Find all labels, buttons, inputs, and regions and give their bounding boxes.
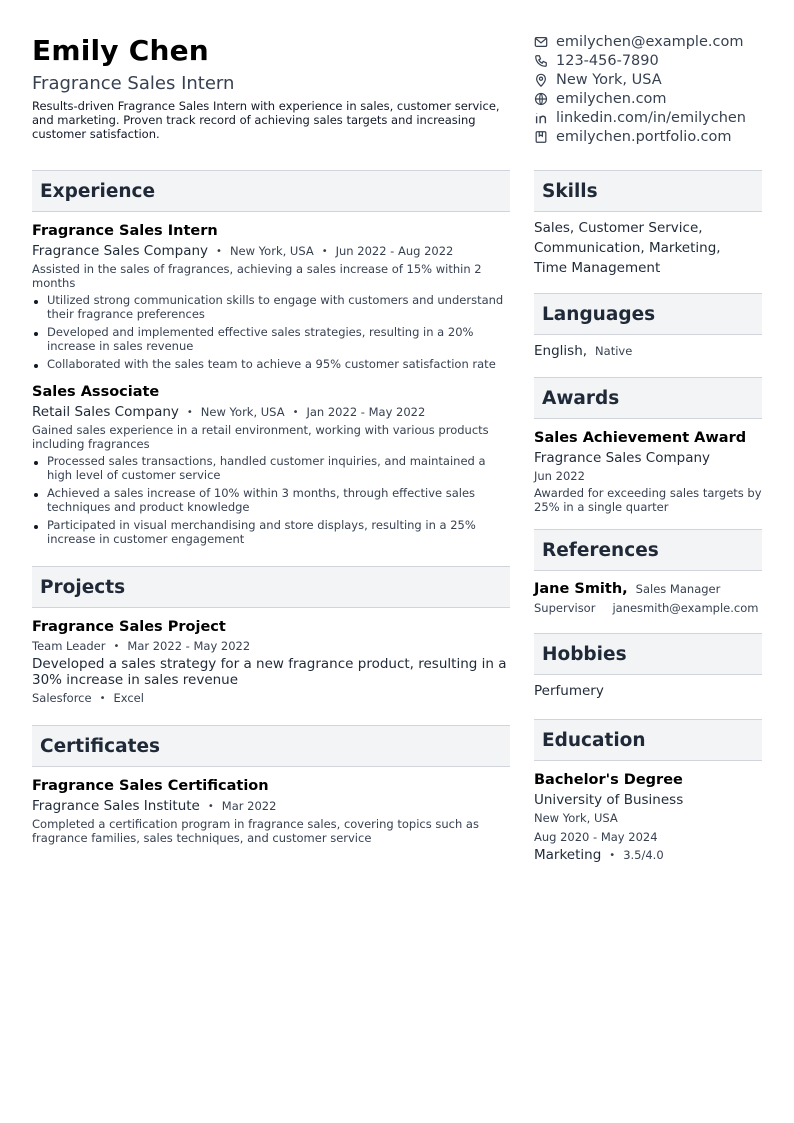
skills-line: Sales, Customer Service, bbox=[534, 220, 703, 236]
job-title: Sales Associate bbox=[32, 384, 160, 400]
separator-dot: • bbox=[186, 406, 193, 418]
phone-icon bbox=[534, 54, 548, 68]
separator-dot: • bbox=[113, 640, 120, 652]
section-title: References bbox=[542, 539, 659, 561]
contact-website-text: emilychen.com bbox=[556, 90, 667, 107]
contact-portfolio-text: emilychen.portfolio.com bbox=[556, 128, 732, 145]
project-title: Fragrance Sales Project bbox=[32, 619, 226, 635]
field-of-study: Marketing bbox=[534, 847, 602, 863]
bullet-item: Utilized strong communication skills to engage with customers and understand their fragrance preferences bbox=[32, 293, 510, 321]
job-bullets bbox=[32, 454, 510, 546]
award-entry bbox=[534, 429, 762, 514]
award-issuer: Fragrance Sales Company bbox=[534, 450, 711, 466]
tool-item: Salesforce bbox=[32, 691, 92, 705]
contact-website[interactable] bbox=[534, 89, 784, 108]
section-title: Languages bbox=[542, 303, 656, 325]
job-location: New York, USA bbox=[200, 405, 285, 419]
award-date: Jun 2022 bbox=[534, 469, 585, 483]
certificate-issuer: Fragrance Sales Institute bbox=[32, 798, 200, 814]
project-meta bbox=[32, 639, 510, 653]
section-languages bbox=[534, 293, 762, 335]
school-location: New York, USA bbox=[534, 811, 618, 825]
mail-icon bbox=[534, 35, 548, 49]
education-dates: Aug 2020 - May 2024 bbox=[534, 830, 658, 844]
contact-email-text: emilychen@example.com bbox=[556, 33, 744, 50]
reference-header bbox=[534, 581, 762, 597]
right-column bbox=[534, 170, 762, 863]
section-title: Certificates bbox=[40, 735, 160, 757]
award-meta bbox=[534, 450, 762, 466]
left-column bbox=[32, 170, 510, 845]
tool-item: Excel bbox=[113, 691, 144, 705]
bullet-item: Developed and implemented effective sales strategies, resulting in a 20% increase in sales revenue bbox=[32, 325, 510, 353]
project-entry bbox=[32, 618, 510, 705]
section-hobbies bbox=[534, 633, 762, 675]
job-meta bbox=[32, 243, 510, 259]
section-skills bbox=[534, 170, 762, 212]
certificate-description: Completed a certification program in fragrance sales, covering topics such as fragrance families, sales techniques, and customer service bbox=[32, 817, 479, 845]
gpa: 3.5/4.0 bbox=[623, 848, 664, 862]
language-item bbox=[534, 343, 762, 359]
contact-linkedin-text: linkedin.com/in/emilychen bbox=[556, 109, 746, 126]
contact-linkedin[interactable] bbox=[534, 108, 784, 127]
company-name: Fragrance Sales Company bbox=[32, 243, 209, 259]
award-description: Awarded for exceeding sales targets by 25% in a single quarter bbox=[534, 486, 762, 514]
certificate-meta bbox=[32, 798, 510, 814]
section-awards bbox=[534, 377, 762, 419]
section-certificates bbox=[32, 725, 510, 767]
job-bullets bbox=[32, 293, 510, 371]
skills-line: Communication, Marketing, bbox=[534, 240, 721, 256]
contact-location-text: New York, USA bbox=[556, 71, 662, 88]
portfolio-icon bbox=[534, 130, 548, 144]
job-dates: Jun 2022 - Aug 2022 bbox=[335, 244, 454, 258]
separator-dot: • bbox=[292, 406, 299, 418]
certificate-entry bbox=[32, 777, 510, 845]
project-role: Team Leader bbox=[32, 639, 106, 653]
school-name: University of Business bbox=[534, 792, 684, 808]
certificate-title: Fragrance Sales Certification bbox=[32, 778, 269, 794]
reference-email[interactable]: janesmith@example.com bbox=[612, 601, 759, 615]
language-level: Native bbox=[595, 344, 633, 358]
job-location: New York, USA bbox=[229, 244, 314, 258]
project-description: Developed a sales strategy for a new fragrance product, resulting in a 30% increase in sales revenue bbox=[32, 656, 507, 688]
skills-line: Time Management bbox=[534, 260, 661, 276]
separator-dot: • bbox=[609, 849, 616, 861]
linkedin-icon bbox=[534, 111, 548, 125]
bullet-item: Participated in visual merchandising and store displays, resulting in a 25% increase in customer engagement bbox=[32, 518, 510, 546]
profile-summary: Results-driven Fragrance Sales Intern with experience in sales, customer service, and marketing. Proven track record of achieving sales targets and increasing customer satisfaction. bbox=[32, 99, 500, 141]
person-name: Emily Chen bbox=[32, 34, 209, 67]
reference-title: Sales Manager bbox=[635, 582, 721, 596]
job-meta bbox=[32, 404, 510, 420]
section-title: Skills bbox=[542, 180, 598, 202]
job-title: Fragrance Sales Intern bbox=[32, 223, 218, 239]
section-title: Awards bbox=[542, 387, 620, 409]
separator-dot: • bbox=[216, 245, 222, 257]
separator-dot: • bbox=[99, 692, 106, 704]
section-title: Hobbies bbox=[542, 643, 627, 665]
education-entry bbox=[534, 771, 762, 863]
project-tools bbox=[32, 691, 510, 705]
section-references bbox=[534, 529, 762, 571]
company-name: Retail Sales Company bbox=[32, 404, 179, 420]
contact-portfolio[interactable] bbox=[534, 127, 784, 146]
contact-location bbox=[534, 70, 784, 89]
contact-phone[interactable] bbox=[534, 51, 784, 70]
reference-name: Jane Smith, bbox=[534, 581, 628, 597]
contact-phone-text: 123-456-7890 bbox=[556, 52, 659, 69]
job-dates: Jan 2022 - May 2022 bbox=[306, 405, 426, 419]
hobby-item: Perfumery bbox=[534, 683, 604, 699]
language-name: English, bbox=[534, 343, 588, 359]
job-summary: Gained sales experience in a retail environment, working with various products including fragrances bbox=[32, 423, 489, 451]
certificate-date: Mar 2022 bbox=[221, 799, 277, 813]
experience-entry bbox=[32, 222, 510, 371]
separator-dot: • bbox=[321, 245, 328, 257]
award-title: Sales Achievement Award bbox=[534, 430, 747, 446]
bullet-item: Collaborated with the sales team to achieve a 95% customer satisfaction rate bbox=[32, 357, 510, 371]
section-experience bbox=[32, 170, 510, 212]
experience-entry bbox=[32, 383, 510, 546]
school-row bbox=[534, 792, 762, 808]
resume-header bbox=[32, 34, 510, 141]
person-role: Fragrance Sales Intern bbox=[32, 73, 235, 94]
reference-details bbox=[534, 601, 762, 615]
map-pin-icon bbox=[534, 73, 548, 87]
section-title: Education bbox=[542, 729, 646, 751]
contact-list bbox=[534, 32, 784, 146]
section-projects bbox=[32, 566, 510, 608]
contact-email[interactable] bbox=[534, 32, 784, 51]
project-dates: Mar 2022 - May 2022 bbox=[127, 639, 251, 653]
education-field-row bbox=[534, 847, 762, 863]
degree-title: Bachelor's Degree bbox=[534, 772, 683, 788]
section-title: Projects bbox=[40, 576, 126, 598]
section-education bbox=[534, 719, 762, 761]
reference-entry bbox=[534, 581, 762, 615]
section-title: Experience bbox=[40, 180, 156, 202]
skills-list bbox=[534, 218, 762, 278]
globe-icon bbox=[534, 92, 548, 106]
bullet-item: Processed sales transactions, handled customer inquiries, and maintained a high level of customer service bbox=[32, 454, 510, 482]
job-summary: Assisted in the sales of fragrances, achieving a sales increase of 15% within 2 months bbox=[32, 262, 482, 290]
separator-dot: • bbox=[207, 800, 214, 812]
reference-relation: Supervisor bbox=[534, 601, 596, 615]
bullet-item: Achieved a sales increase of 10% within 3 months, through effective sales techniques and product knowledge bbox=[32, 486, 510, 514]
